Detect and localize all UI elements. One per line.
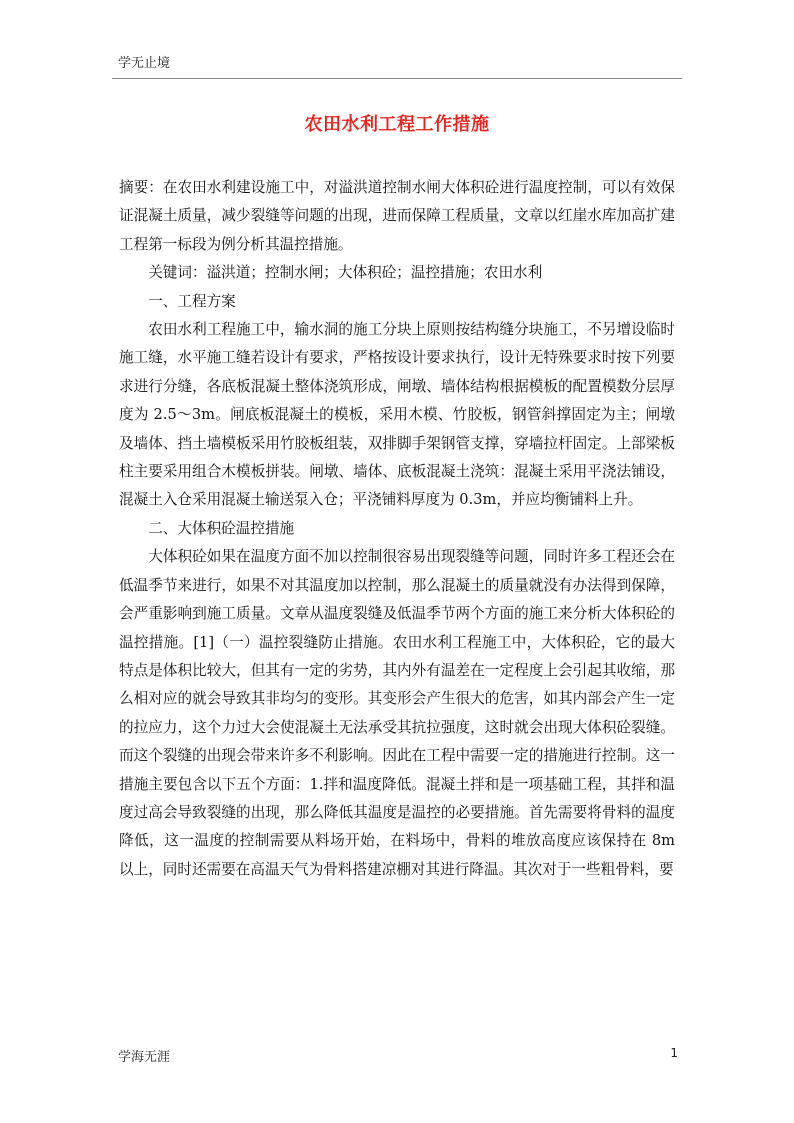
footer-text: 学海无涯 bbox=[118, 1050, 171, 1065]
page-number: 1 bbox=[670, 1046, 678, 1060]
body-paragraph-1: 农田水利工程施工中，输水洞的施工分块上原则按结构缝分块施工，不另增设临时施工缝，水平施工缝若设计有要求，严格按设计要求执行，设计无特殊要求时按下列要求进行分缝，各底板混凝土整体浇筑形成，闸墩、墙体结构根据模板的配置模数分层厚度为 2.5～3m。闸底板混凝土的模板，采用木模、竹胶板，钢管斜撑固定为主；闸墩及墙体、挡土墙模板采用竹胶板组装，双排脚手架钢管支撑，穿墙拉杆固定。上部梁板柱主要采用组合木模板拼装。闸墩、墙体、底板混凝土浇筑：混凝土采用平浇法铺设，混凝土入仓采用混凝土输送泵入仓；平浇铺料厚度为 0.3m，并应均衡铺料上升。 bbox=[119, 321, 675, 509]
header-divider bbox=[112, 78, 682, 79]
section-heading-2: 二、大体积砼温控措施 bbox=[148, 519, 295, 537]
document-title: 农田水利工程工作措施 bbox=[304, 114, 490, 135]
keywords-paragraph: 关键词：溢洪道；控制水闸；大体积砼；温控措施；农田水利 bbox=[148, 264, 543, 282]
document-body bbox=[119, 174, 675, 884]
body-paragraph-2: 大体积砼如果在温度方面不加以控制很容易出现裂缝等问题，同时许多工程还会在低温季节来进行，如果不对其温度加以控制，那么混凝土的质量就没有办法得到保障，会严重影响到施工质量。文章从温度裂缝及低温季节两个方面的施工来分析大体积砼的温控措施。[1]（一）温控裂缝防止措施。农田水利工程施工中，大体积砼，它的最大特点是体积比较大，但其有一定的劣势，其内外有温差在一定程度上会引起其收缩，那么相对应的就会导致其非均匀的变形。其变形会产生很大的危害，如其内部会产生一定的拉应力，这个力过大会使混凝土无法承受其抗拉强度，这时就会出现大体积砼裂缝。而这个裂缝的出现会带来许多不利影响。因此在工程中需要一定的措施进行控制。这一措施主要包含以下五个方面：1.拌和温度降低。混凝土拌和是一项基础工程，其拌和温度过高会导致裂缝的出现，那么降低其温度是温控的必要措施。首先需要将骨料的温度降低，这一温度的控制需要从料场开始，在料场中，骨料的堆放高度应该保持在 8m 以上，同时还需要在高温天气为骨料搭建凉棚对其进行降温。其次对于一些粗骨料，要 bbox=[119, 548, 675, 878]
abstract-paragraph: 摘要：在农田水利建设施工中，对溢洪道控制水闸大体积砼进行温度控制，可以有效保证混凝土质量，减少裂缝等问题的出现，进而保障工程质量，文章以红崖水库加高扩建工程第一标段为例分析其温控措施。 bbox=[119, 179, 675, 253]
section-heading-1: 一、工程方案 bbox=[148, 292, 236, 310]
header-text: 学无止境 bbox=[118, 56, 171, 71]
